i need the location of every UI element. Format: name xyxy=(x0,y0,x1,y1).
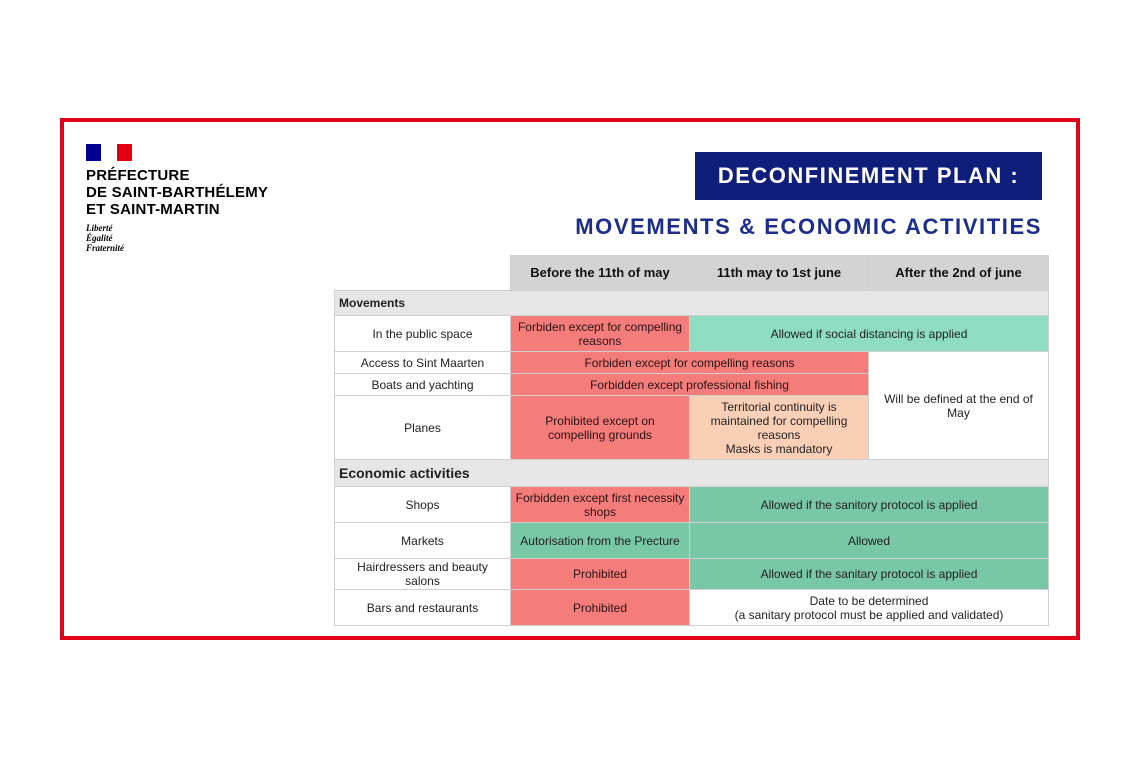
table-row xyxy=(335,352,1049,374)
motto xyxy=(86,223,326,253)
row-label: Bars and restaurants xyxy=(335,590,511,626)
plan-title: DECONFINEMENT PLAN : xyxy=(695,152,1042,200)
authority-line: ET SAINT-MARTIN xyxy=(86,201,220,218)
deconfinement-table xyxy=(334,255,1049,626)
prefecture-logo xyxy=(86,144,326,253)
section-row xyxy=(335,291,1049,316)
french-flag-icon xyxy=(86,144,132,161)
status-note: Masks is mandatory xyxy=(725,441,833,456)
table-header-row xyxy=(335,256,1049,291)
status-cell: Forbidden except professional fishing xyxy=(511,374,869,396)
status-cell: Allowed xyxy=(690,523,1049,559)
column-header: 11th may to 1st june xyxy=(690,256,869,291)
plan-subtitle: MOVEMENTS & ECONOMIC ACTIVITIES xyxy=(575,214,1042,239)
status-text: Territorial continuity is maintained for compelling reasons xyxy=(710,399,848,442)
status-cell: Will be defined at the end of May xyxy=(869,352,1049,460)
row-label: Access to Sint Maarten xyxy=(335,352,511,374)
row-label: Markets xyxy=(335,523,511,559)
status-cell: Forbidden except first necessity shops xyxy=(511,487,690,523)
status-cell: Allowed if the sanitory protocol is applied xyxy=(690,487,1049,523)
status-note: (a sanitary protocol must be applied and validated) xyxy=(734,607,1004,622)
table-row xyxy=(335,590,1049,626)
status-cell: Autorisation from the Precture xyxy=(511,523,690,559)
motto-line: Égalité xyxy=(86,233,113,243)
row-label: Planes xyxy=(335,396,511,460)
status-cell: Forbiden except for compelling reasons xyxy=(511,316,690,352)
status-cell: Prohibited xyxy=(511,590,690,626)
section-row xyxy=(335,460,1049,487)
row-label: In the public space xyxy=(335,316,511,352)
section-title: Economic activities xyxy=(335,460,1049,487)
column-header: Before the 11th of may xyxy=(511,256,690,291)
poster-frame xyxy=(60,118,1080,640)
status-text: Date to be determined xyxy=(809,593,929,608)
column-header: After the 2nd of june xyxy=(869,256,1049,291)
empty-corner-cell xyxy=(335,256,511,291)
authority-line: DE SAINT-BARTHÉLEMY xyxy=(86,184,269,201)
motto-line: Liberté xyxy=(86,223,113,233)
table-row xyxy=(335,487,1049,523)
table-row xyxy=(335,523,1049,559)
status-cell xyxy=(690,590,1049,626)
motto-line: Fraternité xyxy=(86,243,125,253)
table-row xyxy=(335,316,1049,352)
table-row xyxy=(335,559,1049,590)
status-cell: Allowed if social distancing is applied xyxy=(690,316,1049,352)
status-cell: Prohibited except on compelling grounds xyxy=(511,396,690,460)
status-cell xyxy=(690,396,869,460)
status-cell: Allowed if the sanitary protocol is applied xyxy=(690,559,1049,590)
authority-line: PRÉFECTURE xyxy=(86,167,190,184)
row-label: Boats and yachting xyxy=(335,374,511,396)
section-title: Movements xyxy=(335,291,1049,316)
row-label: Hairdressers and beauty salons xyxy=(335,559,511,590)
status-cell: Forbiden except for compelling reasons xyxy=(511,352,869,374)
status-cell: Prohibited xyxy=(511,559,690,590)
row-label: Shops xyxy=(335,487,511,523)
